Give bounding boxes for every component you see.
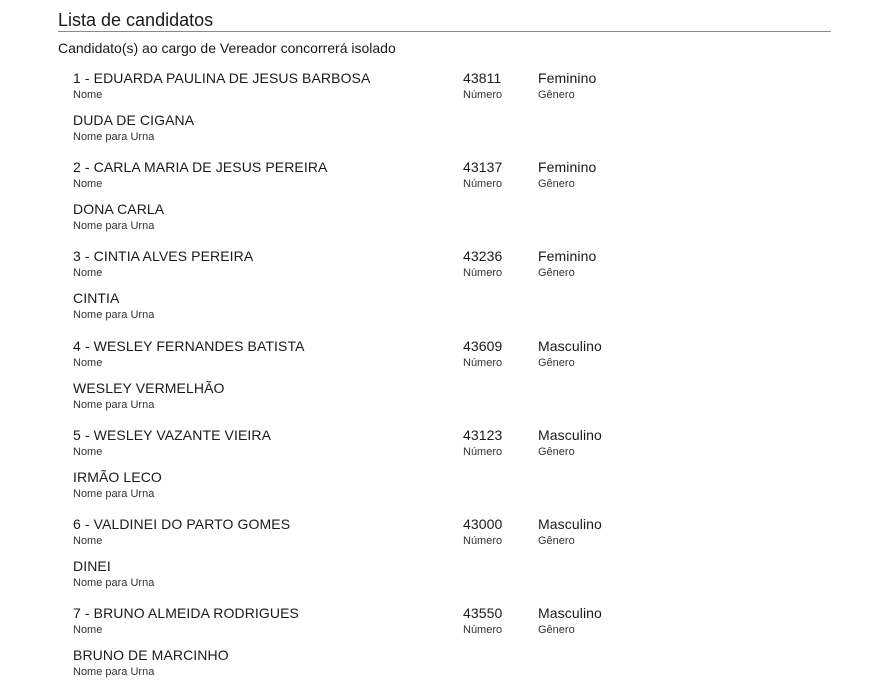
candidate-number: 43137 [463, 159, 503, 176]
candidate-name-label: Nome [73, 178, 103, 191]
candidate-urn-name: CINTIA [73, 290, 120, 307]
candidate-urn-name: DINEI [73, 557, 111, 574]
candidate-gender-label: Gênero [538, 445, 575, 458]
candidate-number-field [463, 605, 502, 637]
candidate-gender-field [538, 338, 602, 370]
candidate-list [73, 70, 833, 694]
candidate-number-label: Número [463, 267, 503, 280]
candidate-item [73, 516, 833, 605]
candidate-gender-label: Gênero [538, 267, 575, 280]
candidate-number-field [463, 516, 502, 548]
candidate-number-field [463, 70, 502, 102]
candidate-name-field [73, 159, 328, 191]
candidate-name: 2 - CARLA MARIA DE JESUS PEREIRA [73, 159, 328, 176]
candidate-urn-name-field [73, 290, 154, 322]
section-title: Lista de candidatos [58, 10, 214, 30]
candidate-name-field [73, 516, 290, 548]
candidate-urn-name: IRMÃO LECO [73, 468, 162, 485]
candidate-urn-name: DUDA DE CIGANA [73, 112, 195, 128]
candidate-number-field [463, 427, 502, 459]
candidate-urn-name-label: Nome para Urna [73, 309, 155, 322]
candidate-gender: Feminino [538, 70, 597, 86]
candidate-name-label: Nome [73, 89, 103, 101]
candidate-gender-field [538, 70, 596, 102]
candidate-number-label: Número [463, 624, 503, 637]
candidate-urn-name-field [73, 112, 194, 144]
candidate-urn-name-field [73, 558, 154, 590]
candidate-item [73, 605, 833, 694]
candidate-number-field [463, 338, 502, 370]
candidate-gender: Feminino [538, 248, 597, 265]
candidate-item [73, 338, 833, 427]
candidate-number: 43811 [463, 70, 502, 86]
candidate-name-field [73, 70, 370, 102]
candidate-name-label: Nome [73, 624, 103, 637]
candidate-gender-field [538, 605, 602, 637]
candidate-name: 1 - EDUARDA PAULINA DE JESUS BARBOSA [73, 70, 371, 86]
candidate-name: 5 - WESLEY VAZANTE VIEIRA [73, 426, 272, 443]
candidate-number: 43550 [463, 605, 503, 622]
candidate-gender-field [538, 248, 596, 280]
candidate-item [73, 427, 833, 516]
candidate-name: 7 - BRUNO ALMEIDA RODRIGUES [73, 605, 299, 622]
candidate-number-label: Número [463, 89, 503, 101]
candidate-urn-name-field [73, 647, 229, 679]
candidate-gender-field [538, 427, 602, 459]
candidate-urn-name-label: Nome para Urna [73, 487, 155, 500]
candidate-number-label: Número [463, 178, 503, 191]
candidate-name: 4 - WESLEY FERNANDES BATISTA [73, 337, 305, 354]
candidate-gender-label: Gênero [538, 534, 575, 547]
candidate-urn-name-label: Nome para Urna [73, 666, 155, 679]
candidate-name-label: Nome [73, 534, 103, 547]
candidate-urn-name: WESLEY VERMELHÃO [73, 379, 225, 396]
candidate-gender-label: Gênero [538, 624, 575, 637]
candidate-item [73, 70, 833, 159]
candidate-number-label: Número [463, 534, 503, 547]
candidate-urn-name-field [73, 380, 225, 412]
candidate-name-label: Nome [73, 445, 103, 458]
candidate-urn-name: DONA CARLA [73, 201, 165, 218]
candidate-urn-name-label: Nome para Urna [73, 398, 155, 411]
candidate-gender-field [538, 516, 602, 548]
candidate-gender-label: Gênero [538, 356, 575, 369]
candidate-urn-name-label: Nome para Urna [73, 220, 155, 233]
title-divider [58, 31, 831, 32]
candidate-number-field [463, 248, 502, 280]
candidate-number-label: Número [463, 356, 503, 369]
candidate-number: 43123 [463, 426, 503, 443]
section-subtitle: Candidato(s) ao cargo de Vereador concorrerá isolado [58, 40, 396, 56]
candidate-urn-name: BRUNO DE MARCINHO [73, 647, 229, 664]
candidate-gender: Feminino [538, 159, 597, 176]
candidate-item [73, 248, 833, 337]
candidate-number-label: Número [463, 445, 503, 458]
candidate-gender-label: Gênero [538, 178, 575, 191]
candidate-name-field [73, 427, 271, 459]
candidate-gender-label: Gênero [538, 89, 575, 101]
candidate-gender: Masculino [538, 605, 602, 622]
candidate-urn-name-label: Nome para Urna [73, 131, 155, 143]
candidate-gender: Masculino [538, 515, 602, 532]
candidate-item [73, 159, 833, 248]
candidate-urn-name-field [73, 201, 164, 233]
candidate-name-label: Nome [73, 267, 103, 280]
candidate-name-field [73, 248, 253, 280]
candidate-name: 3 - CINTIA ALVES PEREIRA [73, 248, 254, 265]
candidate-urn-name-label: Nome para Urna [73, 576, 155, 589]
candidate-urn-name-field [73, 469, 162, 501]
candidate-number: 43000 [463, 515, 503, 532]
candidate-name-label: Nome [73, 356, 103, 369]
candidate-number-field [463, 159, 502, 191]
candidate-number: 43236 [463, 248, 503, 265]
candidate-name: 6 - VALDINEI DO PARTO GOMES [73, 515, 291, 532]
candidate-number: 43609 [463, 337, 503, 354]
candidate-name-field [73, 605, 299, 637]
candidate-name-field [73, 338, 305, 370]
candidate-gender-field [538, 159, 596, 191]
candidate-gender: Masculino [538, 426, 602, 443]
candidate-gender: Masculino [538, 337, 602, 354]
